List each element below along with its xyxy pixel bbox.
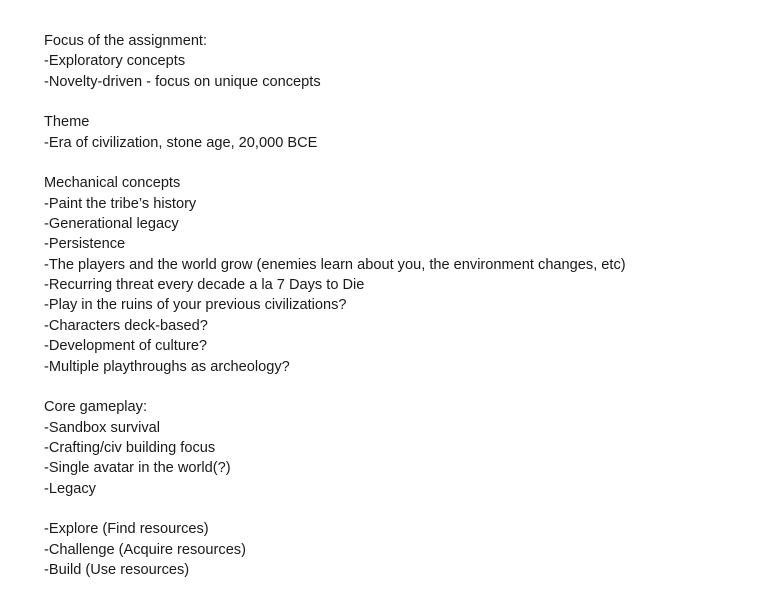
paragraph-gap xyxy=(44,377,744,397)
section-focus xyxy=(44,31,744,92)
section-heading: Focus of the assignment: xyxy=(44,33,208,49)
list-item: -Novelty-driven - focus on unique concepts xyxy=(44,73,321,90)
paragraph-gap xyxy=(44,92,744,112)
list-item: -Challenge (Acquire resources) xyxy=(44,541,246,558)
list-item: -The players and the world grow (enemies learn about you, the environment changes, etc) xyxy=(44,256,626,273)
list-item: -Sandbox survival xyxy=(44,419,160,436)
list-item: -Single avatar in the world(?) xyxy=(44,460,231,477)
list-item: -Era of civilization, stone age, 20,000 BCE xyxy=(44,134,318,151)
list-item: -Multiple playthroughs as archeology? xyxy=(44,358,290,375)
list-item: -Play in the ruins of your previous civilizations? xyxy=(44,297,347,314)
list-item: -Persistence xyxy=(44,236,126,253)
list-item: -Recurring threat every decade a la 7 Days to Die xyxy=(44,277,365,294)
list-item: -Generational legacy xyxy=(44,216,179,233)
list-item: -Characters deck-based? xyxy=(44,317,208,334)
document-body xyxy=(44,31,744,580)
list-item: -Legacy xyxy=(44,480,96,497)
section-theme xyxy=(44,112,744,153)
paragraph-gap xyxy=(44,153,744,173)
list-item: -Build (Use resources) xyxy=(44,561,190,578)
section-mechanical-concepts xyxy=(44,173,744,376)
section-heading: Theme xyxy=(44,114,90,131)
list-item: -Exploratory concepts xyxy=(44,53,186,70)
list-item: -Development of culture? xyxy=(44,338,208,355)
section-heading: Mechanical concepts xyxy=(44,175,181,192)
list-item: -Explore (Find resources) xyxy=(44,521,209,538)
list-item: -Paint the tribe’s history xyxy=(44,195,197,212)
section-heading: Core gameplay: xyxy=(44,399,148,416)
list-item: -Crafting/civ building focus xyxy=(44,439,216,456)
paragraph-gap xyxy=(44,499,744,519)
section-core-gameplay xyxy=(44,397,744,499)
section-gameplay-loop xyxy=(44,519,744,580)
